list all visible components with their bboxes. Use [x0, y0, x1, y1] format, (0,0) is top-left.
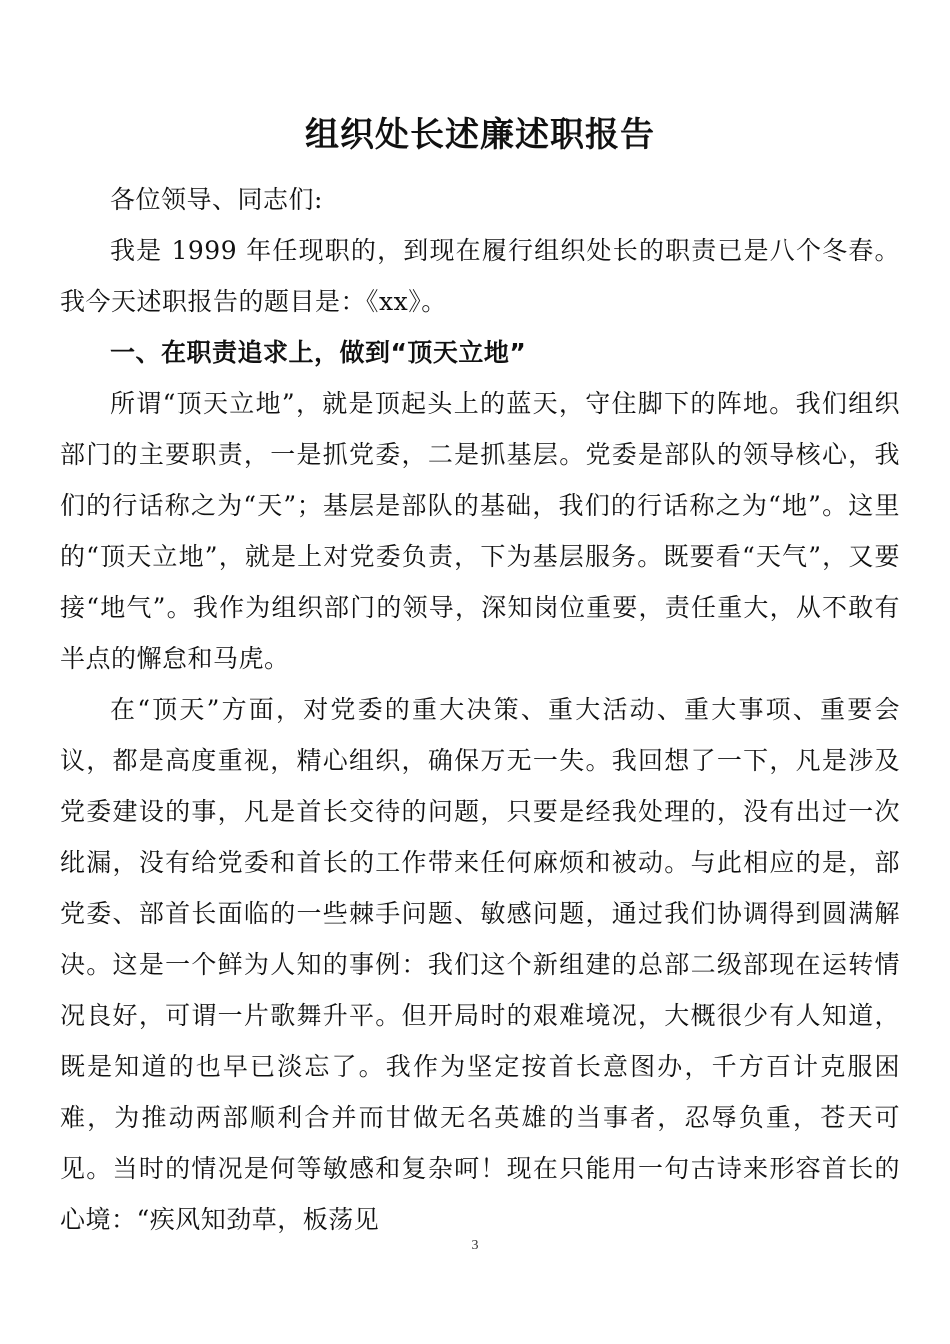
salutation: 各位领导、同志们: — [110, 185, 323, 214]
paragraph-definition: 所谓“顶天立地”，就是顶起头上的蓝天，守住脚下的阵地。我们组织部门的主要职责，一是抓党委，二是抓基层。党委是部队的领导核心，我们的行话称之为“天”；基层是部队的基础，我们的行话称之为“地”。这里的“顶天立地”，就是上对党委负责，下为基层服务。既要看“天气”，又要接“地气”。我作为组织部门的领导，深知岗位重要，责任重大，从不敢有半点的懈怠和马虎。 — [60, 389, 900, 673]
paragraph-intro: 我是 1999 年任现职的，到现在履行组织处长的职责已是八个冬春。我今天述职报告的题目是：《xx》。 — [60, 236, 900, 316]
document-page — [60, 110, 900, 1245]
paragraph-dingtian: 在“顶天”方面，对党委的重大决策、重大活动、重大事项、重要会议，都是高度重视，精心组织，确保万无一失。我回想了一下，凡是涉及党委建设的事，凡是首长交待的问题，只要是经我处理的，没有出过一次纰漏，没有给党委和首长的工作带来任何麻烦和被动。与此相应的是，部党委、部首长面临的一些棘手问题、敏感问题，通过我们协调得到圆满解决。这是一个鲜为人知的事例：我们这个新组建的总部二级部现在运转情况良好，可谓一片歌舞升平。但开局时的艰难境况，大概很少有人知道，既是知道的也早已淡忘了。我作为坚定按首长意图办，千方百计克服困难，为推动两部顺利合并而甘做无名英雄的当事者，忍辱负重，苍天可见。当时的情况是何等敏感和复杂呵！现在只能用一句古诗来形容首长的心境：“疾风知劲草，板荡见 — [60, 695, 900, 1234]
page-number: 3 — [471, 1238, 479, 1253]
section-heading-1: 一、在职责追求上，做到“顶天立地” — [110, 338, 527, 367]
document-title: 组织处长述廉述职报告 — [305, 115, 655, 155]
